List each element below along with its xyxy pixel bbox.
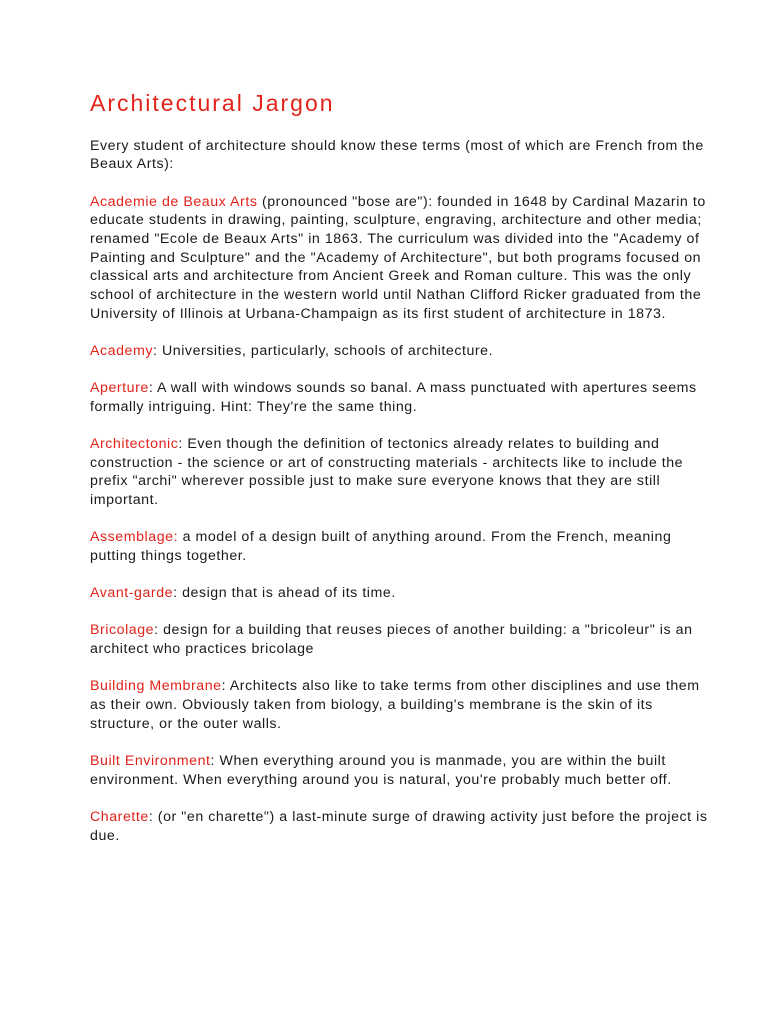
glossary-definition: : Even though the definition of tectonics already relates to building and construction - the science or art of constructing materials - architects like to include the prefix "archi" wherever possible just to make sure everyone knows that they are still important.	[90, 436, 684, 509]
glossary-definition: : When everything around you is manmade, you are within the built environment. When everything around you is natural, you're probably much better off.	[90, 752, 672, 788]
glossary-entry	[90, 193, 708, 324]
page-title: Architectural Jargon	[90, 90, 335, 116]
glossary-definition: (pronounced "bose are"): founded in 1648 by Cardinal Mazarin to educate students in drawing, painting, sculpture, engraving, architecture and other media; renamed "Ecole de Beaux Arts" in 1863. The curriculum was divided into the "Academy of Painting and Sculpture" and the "Academy of Architecture", but both programs focused on classical arts and architecture from Ancient Greek and Roman culture. This was the only school of architecture in the western world until Nathan Clifford Ricker graduated from the University of Illinois at Urbana-Champaign as its first student of architecture in 1873.	[90, 193, 706, 322]
glossary-term: Building Membrane	[90, 678, 222, 695]
glossary-term: Architectonic	[90, 436, 179, 453]
glossary-entry	[90, 379, 708, 416]
glossary-definition: : (or "en charette") a last-minute surge of drawing activity just before the project is due.	[90, 808, 708, 844]
glossary-definition: : A wall with windows sounds so banal. A mass punctuated with apertures seems formally intriguing. Hint: They're the same thing.	[90, 380, 697, 415]
glossary-term: Aperture	[90, 380, 149, 397]
glossary-definition: : Universities, particularly, schools of architecture.	[153, 342, 494, 359]
glossary-entry	[90, 342, 708, 361]
glossary-term: Charette	[90, 808, 149, 825]
intro-paragraph: Every student of architecture should know these terms (most of which are French from the Beaux Arts):	[90, 137, 704, 173]
glossary-definition: : design for a building that reuses pieces of another building: a "bricoleur" is an architect who practices bricolage	[90, 622, 693, 658]
glossary-term: Academy	[90, 342, 153, 359]
glossary-term: Assemblage:	[90, 529, 179, 546]
glossary-entry	[90, 752, 708, 789]
glossary-entry	[90, 808, 708, 845]
glossary-entry	[90, 528, 708, 565]
glossary-entry	[90, 435, 708, 510]
glossary-term: Built Environment	[90, 752, 211, 769]
glossary-term: Academie de Beaux Arts	[90, 193, 258, 210]
glossary-definition: a model of a design built of anything around. From the French, meaning putting things together.	[90, 529, 672, 565]
glossary-term: Bricolage	[90, 622, 155, 639]
glossary-entry	[90, 584, 708, 603]
glossary-definition: : Architects also like to take terms from other disciplines and use them as their own. Obviously taken from biology, a building's membrane is the skin of its structure, or the outer walls.	[90, 678, 700, 732]
glossary-term: Avant-garde	[90, 585, 174, 602]
glossary-entry	[90, 677, 708, 733]
glossary-definition: : design that is ahead of its time.	[173, 585, 396, 602]
glossary-entry	[90, 621, 708, 658]
